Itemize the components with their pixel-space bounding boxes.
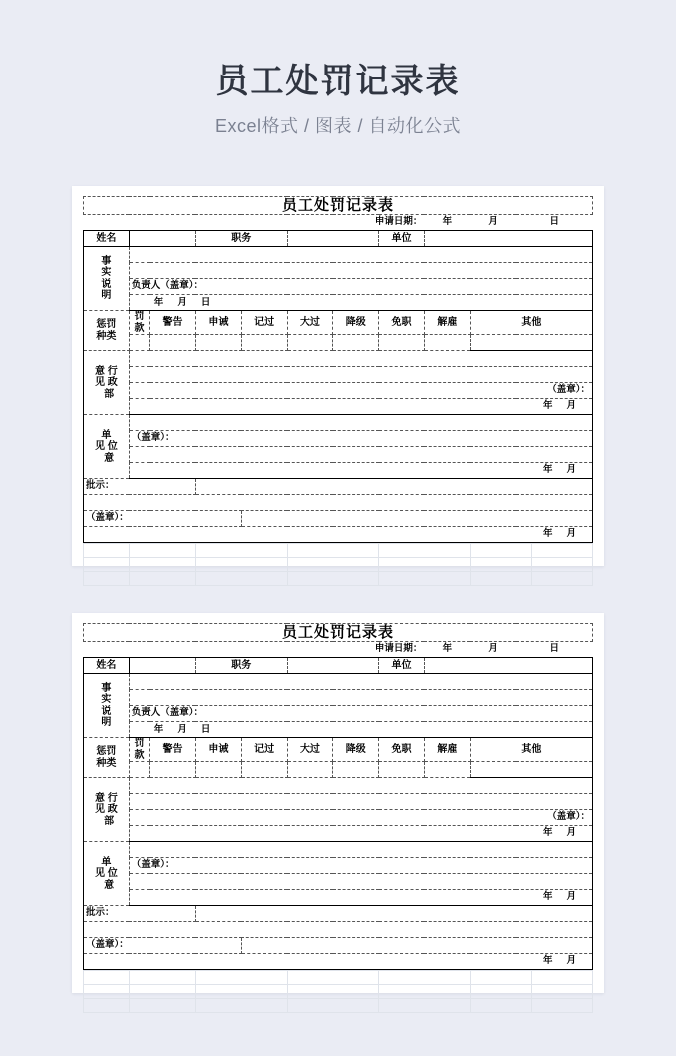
sheet-cell[interactable] xyxy=(470,985,531,999)
kind-header-6: 免职 xyxy=(379,738,425,762)
kind-header-1: 警告 xyxy=(150,311,196,335)
kind-header-3: 记过 xyxy=(241,311,287,335)
unit-date[interactable] xyxy=(129,463,592,479)
fact-day: 日 xyxy=(200,296,211,308)
apply-date-label: 申请日期： xyxy=(374,216,423,228)
field-unit-op-1[interactable] xyxy=(129,415,592,431)
admin-seal-label: （盖章）： xyxy=(129,383,592,399)
kind-cell-0[interactable] xyxy=(129,335,149,351)
sheet-cell[interactable] xyxy=(84,985,130,999)
field-fact-2[interactable] xyxy=(129,263,592,279)
kind-header-0: 罚款 xyxy=(129,738,149,762)
fact-day: 日 xyxy=(200,723,211,735)
unit-seal-label: （盖章）： xyxy=(129,858,592,874)
kind-header-5: 降级 xyxy=(333,311,379,335)
field-bottom-seal[interactable] xyxy=(241,938,592,954)
kind-header-1: 警告 xyxy=(150,738,196,762)
sheet-cell[interactable] xyxy=(470,572,531,586)
kind-header-2: 申诫 xyxy=(195,311,241,335)
kind-header-6: 免职 xyxy=(379,311,425,335)
sheet-cell[interactable] xyxy=(129,985,195,999)
bottom-year: 年 xyxy=(542,955,553,967)
sheet-cell[interactable] xyxy=(129,971,195,985)
kind-header-5: 降级 xyxy=(333,738,379,762)
apply-month: 月 xyxy=(488,216,498,228)
kind-cell-1[interactable] xyxy=(150,335,196,351)
sheet-cell[interactable] xyxy=(195,985,287,999)
sheet-cell[interactable] xyxy=(129,999,195,1013)
kind-header-0: 罚款 xyxy=(129,311,149,335)
field-name[interactable] xyxy=(129,658,195,674)
admin-month: 月 xyxy=(566,400,576,412)
field-fact-2[interactable] xyxy=(129,690,592,706)
sheet-cell[interactable] xyxy=(84,971,130,985)
field-admin-1[interactable] xyxy=(129,351,592,367)
kind-cell-1[interactable] xyxy=(150,762,196,778)
kind-header-2: 申诫 xyxy=(195,738,241,762)
apply-day: 日 xyxy=(549,216,560,228)
kind-cell-4[interactable] xyxy=(287,762,333,778)
kind-header-7: 解雇 xyxy=(424,311,470,335)
sheet-cell[interactable] xyxy=(129,558,195,572)
sheet-cell[interactable] xyxy=(470,544,531,558)
bottom-month: 月 xyxy=(566,955,576,967)
label-punish-kind: 惩罚 种类 xyxy=(84,311,130,351)
label-fact-statement: 事 实 说 明 xyxy=(84,247,130,311)
charge-person-date[interactable] xyxy=(129,722,592,738)
bottom-month: 月 xyxy=(566,528,576,540)
kind-cell-8[interactable] xyxy=(470,762,592,778)
sheet-cell[interactable] xyxy=(531,985,592,999)
bottom-seal-label: （盖章）： xyxy=(84,511,242,527)
label-name: 姓名 xyxy=(84,658,130,674)
unit-seal-label: （盖章）： xyxy=(129,431,592,447)
kind-cell-6[interactable] xyxy=(379,335,425,351)
sheet-cell[interactable] xyxy=(379,999,471,1013)
sheet-cell[interactable] xyxy=(379,985,471,999)
label-punish-kind: 惩罚 种类 xyxy=(84,738,130,778)
label-unit: 单位 xyxy=(379,231,425,247)
kind-header-3: 记过 xyxy=(241,738,287,762)
kind-cell-6[interactable] xyxy=(379,762,425,778)
sheet-cell[interactable] xyxy=(531,971,592,985)
unit-month: 月 xyxy=(566,464,576,476)
sheet-cell[interactable] xyxy=(84,544,130,558)
sheet-cell[interactable] xyxy=(195,971,287,985)
field-unit-op-2[interactable] xyxy=(129,874,592,890)
preview-card-2[interactable] xyxy=(72,613,604,993)
form-title: 员工处罚记录表 xyxy=(84,197,593,215)
kind-cell-8[interactable] xyxy=(470,335,592,351)
sheet-cell[interactable] xyxy=(129,544,195,558)
kind-header-7: 解雇 xyxy=(424,738,470,762)
page-title: 员工处罚记录表 xyxy=(215,62,461,99)
sheet-cell[interactable] xyxy=(195,558,287,572)
label-post: 职务 xyxy=(195,231,287,247)
label-post: 职务 xyxy=(195,658,287,674)
charge-person-label: 负责人（盖章）： xyxy=(129,279,592,295)
kind-cell-4[interactable] xyxy=(287,335,333,351)
sheet-cell[interactable] xyxy=(470,558,531,572)
label-admin-opinion: 意 行 见 政 部 xyxy=(84,351,130,415)
field-post[interactable] xyxy=(287,658,379,674)
field-instruction-1[interactable] xyxy=(195,906,592,922)
sheet-cell[interactable] xyxy=(195,999,287,1013)
sheet-cell[interactable] xyxy=(531,572,592,586)
instruction-label: 批示： xyxy=(84,479,196,495)
fact-month: 月 xyxy=(177,723,187,735)
kind-header-4: 大过 xyxy=(287,311,333,335)
apply-day: 日 xyxy=(549,643,560,655)
sheet-cell[interactable] xyxy=(287,572,379,586)
charge-person-label: 负责人（盖章）： xyxy=(129,706,592,722)
kind-header-4: 大过 xyxy=(287,738,333,762)
sheet-cell[interactable] xyxy=(531,558,592,572)
admin-date[interactable] xyxy=(129,826,592,842)
spreadsheet-tail-2[interactable] xyxy=(83,970,593,1013)
kind-cell-3[interactable] xyxy=(241,762,287,778)
unit-month: 月 xyxy=(566,891,576,903)
field-admin-2[interactable] xyxy=(129,367,592,383)
sheet-cell[interactable] xyxy=(379,558,471,572)
admin-seal-label: （盖章）： xyxy=(129,810,592,826)
field-unit-op-2[interactable] xyxy=(129,447,592,463)
sheet-cell[interactable] xyxy=(287,971,379,985)
kind-cell-5[interactable] xyxy=(333,335,379,351)
sheet-cell[interactable] xyxy=(531,999,592,1013)
page-subtitle: Excel格式 / 图表 / 自动化公式 xyxy=(214,115,462,136)
kind-header-8: 其他 xyxy=(470,311,592,335)
sheet-cell[interactable] xyxy=(531,544,592,558)
kind-cell-3[interactable] xyxy=(241,335,287,351)
sheet-cell[interactable] xyxy=(379,544,471,558)
unit-year: 年 xyxy=(542,891,553,903)
bottom-seal-label: （盖章）： xyxy=(84,938,242,954)
apply-year: 年 xyxy=(442,216,453,228)
label-unit-opinion: 单 见 位 意 xyxy=(84,842,130,906)
field-name[interactable] xyxy=(129,231,195,247)
sheet-cell[interactable] xyxy=(470,999,531,1013)
sheet-cell[interactable] xyxy=(129,572,195,586)
label-fact-statement: 事 实 说 明 xyxy=(84,674,130,738)
sheet-cell[interactable] xyxy=(470,971,531,985)
kind-cell-7[interactable] xyxy=(424,335,470,351)
label-unit: 单位 xyxy=(379,658,425,674)
charge-person-date[interactable] xyxy=(129,295,592,311)
sheet-cell[interactable] xyxy=(84,572,130,586)
sheet-cell[interactable] xyxy=(287,985,379,999)
unit-year: 年 xyxy=(542,464,553,476)
sheet-cell[interactable] xyxy=(195,572,287,586)
instruction-label: 批示： xyxy=(84,906,196,922)
form-sheet-1 xyxy=(83,196,593,543)
sheet-cell[interactable] xyxy=(287,999,379,1013)
form-title: 员工处罚记录表 xyxy=(84,624,593,642)
fact-month: 月 xyxy=(177,296,187,308)
kind-header-8: 其他 xyxy=(470,738,592,762)
sheet-cell[interactable] xyxy=(379,971,471,985)
admin-date[interactable] xyxy=(129,399,592,415)
sheet-cell[interactable] xyxy=(84,999,130,1013)
fact-year: 年 xyxy=(153,296,164,308)
bottom-date[interactable] xyxy=(84,527,593,543)
apply-year: 年 xyxy=(442,643,453,655)
field-admin-2[interactable] xyxy=(129,794,592,810)
field-post[interactable] xyxy=(287,231,379,247)
sheet-cell[interactable] xyxy=(195,544,287,558)
admin-month: 月 xyxy=(566,827,576,839)
admin-year: 年 xyxy=(542,827,553,839)
kind-cell-0[interactable] xyxy=(129,762,149,778)
admin-year: 年 xyxy=(542,400,553,412)
sheet-cell[interactable] xyxy=(287,544,379,558)
kind-cell-5[interactable] xyxy=(333,762,379,778)
poster-header xyxy=(0,0,676,138)
field-instruction-2[interactable] xyxy=(84,495,593,511)
bottom-year: 年 xyxy=(542,528,553,540)
sheet-cell[interactable] xyxy=(84,558,130,572)
field-unit[interactable] xyxy=(424,231,592,247)
field-fact-1[interactable] xyxy=(129,247,592,263)
sheet-cell[interactable] xyxy=(379,572,471,586)
field-instruction-1[interactable] xyxy=(195,479,592,495)
field-bottom-seal[interactable] xyxy=(241,511,592,527)
fact-year: 年 xyxy=(153,723,164,735)
field-instruction-2[interactable] xyxy=(84,922,593,938)
kind-cell-2[interactable] xyxy=(195,335,241,351)
kind-cell-7[interactable] xyxy=(424,762,470,778)
kind-cell-2[interactable] xyxy=(195,762,241,778)
label-admin-opinion: 意 行 见 政 部 xyxy=(84,778,130,842)
field-admin-1[interactable] xyxy=(129,778,592,794)
bottom-date[interactable] xyxy=(84,954,593,970)
unit-date[interactable] xyxy=(129,890,592,906)
field-unit[interactable] xyxy=(424,658,592,674)
sheet-cell[interactable] xyxy=(287,558,379,572)
form-sheet-2 xyxy=(83,623,593,970)
field-unit-op-1[interactable] xyxy=(129,842,592,858)
apply-date-label: 申请日期： xyxy=(374,643,423,655)
spreadsheet-tail-1[interactable] xyxy=(83,543,593,586)
field-fact-1[interactable] xyxy=(129,674,592,690)
label-unit-opinion: 单 见 位 意 xyxy=(84,415,130,479)
label-name: 姓名 xyxy=(84,231,130,247)
apply-month: 月 xyxy=(488,643,498,655)
preview-card-1[interactable] xyxy=(72,186,604,566)
